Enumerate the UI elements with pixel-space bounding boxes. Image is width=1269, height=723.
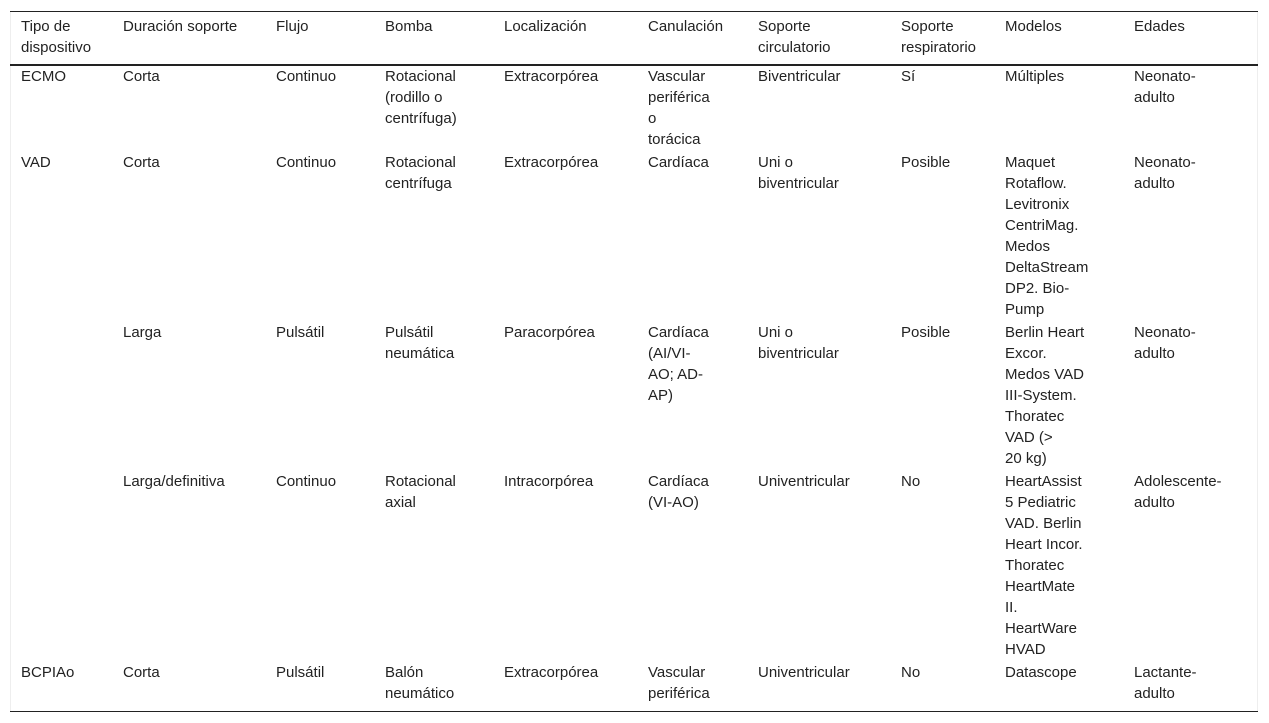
table-top-rule (10, 11, 1258, 12)
header-circulatorio: Soporte circulatorio (758, 18, 831, 56)
cell-respiratorio: Posible (901, 324, 951, 341)
cell-canulacion: Vascular periférica o torácica (648, 68, 710, 148)
cell-duracion: Larga/definitiva (123, 473, 225, 490)
cell-duracion: Corta (123, 664, 160, 681)
cell-duracion: Larga (123, 324, 162, 341)
header-canulacion: Canulación (648, 18, 724, 35)
cell-circulatorio: Uni o biventricular (758, 324, 839, 362)
cell-localizacion: Extracorpórea (504, 154, 599, 171)
cell-edades: Adolescente- adulto (1134, 473, 1222, 511)
header-tipo: Tipo de dispositivo (21, 18, 92, 56)
header-bomba: Bomba (385, 18, 433, 35)
cell-canulacion: Vascular periférica (648, 664, 710, 702)
cell-respiratorio: Posible (901, 154, 951, 171)
cell-bomba: Pulsátil neumática (385, 324, 455, 362)
header-flujo: Flujo (276, 18, 309, 35)
cell-circulatorio: Univentricular (758, 664, 850, 681)
cell-respiratorio: No (901, 473, 921, 490)
table-bottom-rule (10, 711, 1258, 712)
header-duracion: Duración soporte (123, 18, 238, 35)
cell-duracion: Corta (123, 68, 160, 85)
cell-flujo: Pulsátil (276, 324, 325, 341)
cell-tipo: ECMO (21, 68, 66, 85)
cell-edades: Neonato- adulto (1134, 154, 1196, 192)
header-edades: Edades (1134, 18, 1185, 35)
cell-flujo: Continuo (276, 68, 337, 85)
cell-localizacion: Extracorpórea (504, 68, 599, 85)
cell-flujo: Continuo (276, 473, 337, 490)
header-modelos: Modelos (1005, 18, 1062, 35)
cell-circulatorio: Univentricular (758, 473, 850, 490)
cell-modelos: Múltiples (1005, 68, 1065, 85)
cell-tipo: BCPIAo (21, 664, 75, 681)
cell-respiratorio: No (901, 664, 921, 681)
cell-circulatorio: Uni o biventricular (758, 154, 839, 192)
cell-localizacion: Extracorpórea (504, 664, 599, 681)
cell-modelos: Maquet Rotaflow. Levitronix CentriMag. Medos DeltaStream DP2. Bio- Pump (1005, 154, 1089, 318)
cell-respiratorio: Sí (901, 68, 916, 85)
cell-edades: Lactante- adulto (1134, 664, 1197, 702)
cell-modelos: HeartAssist 5 Pediatric VAD. Berlin Heart Incor. Thoratec HeartMate II. HeartWare HVAD (1005, 473, 1083, 658)
cell-duracion: Corta (123, 154, 160, 171)
cell-canulacion: Cardíaca (AI/VI- AO; AD- AP) (648, 324, 709, 404)
cell-flujo: Continuo (276, 154, 337, 171)
cell-modelos: Berlin Heart Excor. Medos VAD III-System. Thoratec VAD (> 20 kg) (1005, 324, 1085, 467)
cell-canulacion: Cardíaca (VI-AO) (648, 473, 709, 511)
cell-edades: Neonato- adulto (1134, 324, 1196, 362)
cell-localizacion: Paracorpórea (504, 324, 595, 341)
table-header-rule (10, 64, 1258, 66)
header-localizacion: Localización (504, 18, 587, 35)
header-respiratorio: Soporte respiratorio (901, 18, 977, 56)
cell-bomba: Rotacional axial (385, 473, 456, 511)
cell-edades: Neonato- adulto (1134, 68, 1196, 106)
cell-canulacion: Cardíaca (648, 154, 709, 171)
cell-circulatorio: Biventricular (758, 68, 841, 85)
cell-tipo: VAD (21, 154, 51, 171)
cell-localizacion: Intracorpórea (504, 473, 594, 490)
cell-bomba: Rotacional centrífuga (385, 154, 456, 192)
cell-modelos: Datascope (1005, 664, 1077, 681)
cell-bomba: Balón neumático (385, 664, 455, 702)
cell-flujo: Pulsátil (276, 664, 325, 681)
cell-bomba: Rotacional (rodillo o centrífuga) (385, 68, 457, 127)
